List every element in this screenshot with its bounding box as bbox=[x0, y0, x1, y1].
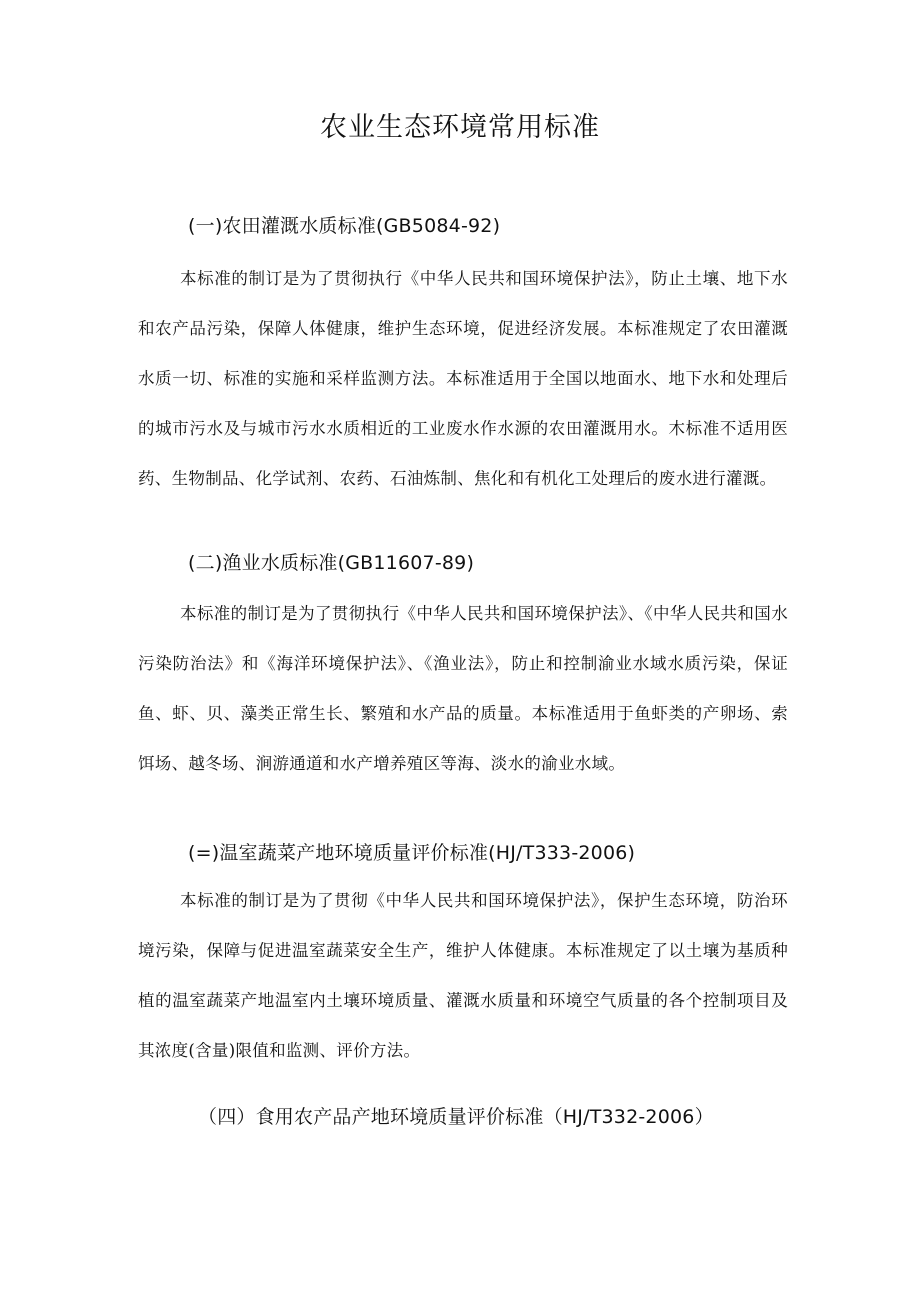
section-paragraph-2: 本标准的制订是为了贯彻执行《中华人民共和国环境保护法》、《中华人民共和国水污染防治法》和《海洋环境保护法》、《渔业法》，防止和控制渝业水域水质污染，保证鱼、虾、贝、藻类正常生长、繁殖和水产品的质量。本标准适用于鱼虾类的产卵场、索饵场、越冬场、涧游通道和水产增养殖区等海、淡水的渝业水域。 bbox=[138, 604, 788, 773]
page-title: 农业生态环境常用标准 bbox=[320, 112, 600, 143]
section-heading-2: (二)渔业水质标准(GB11607-89) bbox=[188, 552, 475, 574]
section-heading-4: （四）食用农产品产地环境质量评价标准（HJ/T332-2006） bbox=[198, 1106, 714, 1128]
section-heading-3: (=)温室蔬菜产地环境质量评价标准(HJ/T333-2006) bbox=[188, 842, 636, 864]
section-paragraph-1: 本标准的制订是为了贯彻执行《中华人民共和国环境保护法》，防止土壤、地下水和农产品污染，保障人体健康，维护生态环境，促进经济发展。本标准规定了农田灌溉水质一切、标准的实施和采样监测方法。本标准适用于全国以地面水、地下水和处理后的城市污水及与城市污水水质相近的工业废水作水源的农田灌溉用水。木标准不适用医药、生物制品、化学试剂、农药、石油炼制、焦化和有机化工处理后的废水进行灌溉。 bbox=[138, 269, 788, 488]
section-paragraph-3: 本标准的制订是为了贯彻《中华人民共和国环境保护法》，保护生态环境，防治环境污染，保障与促进温室蔬菜安全生产，维护人体健康。本标准规定了以土壤为基质种植的温室蔬菜产地温室内土壤环境质量、灌溉水质量和环境空气质量的各个控制项目及其浓度(含量)限值和监测、评价方法。 bbox=[138, 891, 788, 1060]
section-heading-1: (一)农田灌溉水质标准(GB5084-92) bbox=[188, 215, 501, 237]
